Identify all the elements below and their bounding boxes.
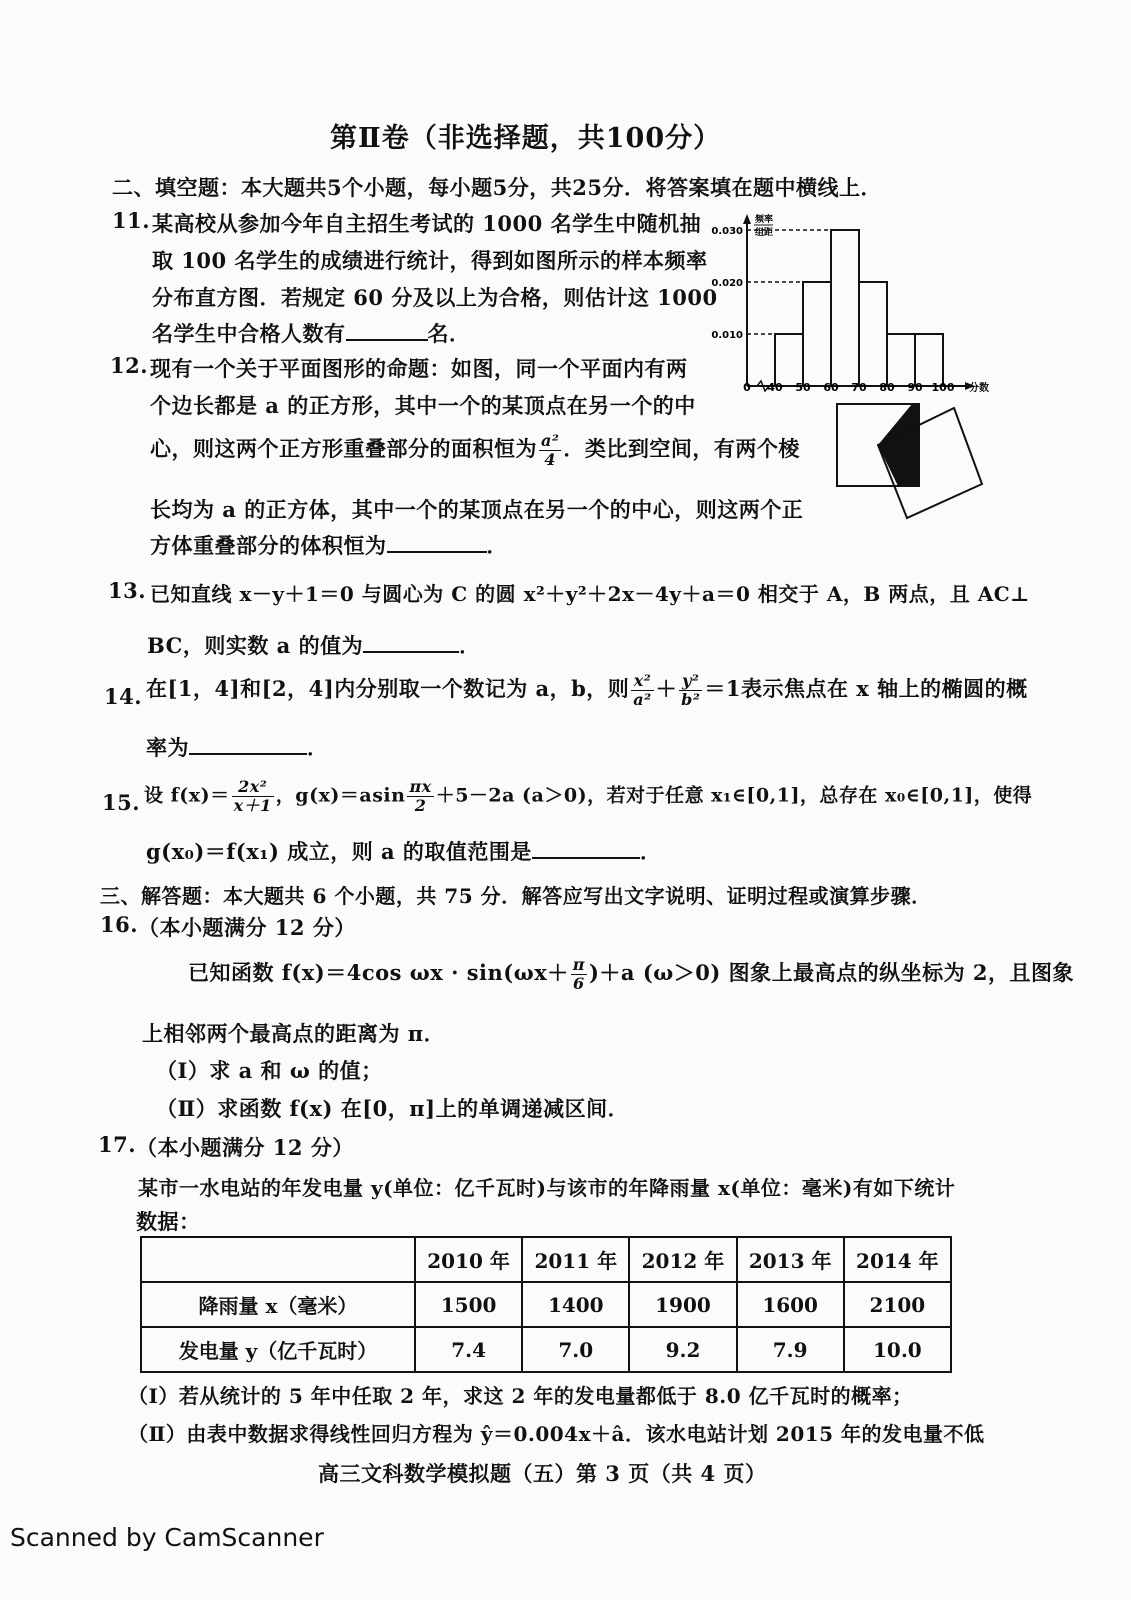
answer-blank[interactable]	[363, 633, 459, 653]
table-header-cell: 2012 年	[629, 1237, 736, 1282]
question-text-part: 设 f(x)＝	[144, 784, 230, 807]
question-text-part: 心，则这两个正方形重叠部分的面积恒为	[150, 436, 537, 461]
numerator: a²	[541, 431, 560, 450]
question-text	[146, 672, 1028, 709]
question-text: 某市一水电站的年发电量 y(单位：亿千瓦时)与该市的年降雨量 x(单位：毫米)有如下统计	[138, 1176, 956, 1200]
x-tick-label: 60	[823, 381, 839, 394]
question-text-part: ．类比到空间，有两个棱	[563, 436, 800, 461]
question-text: 上相邻两个最高点的距离为 π．	[142, 1021, 446, 1046]
fraction	[232, 778, 274, 815]
x-tick-label: 80	[879, 381, 895, 394]
frequency-histogram	[705, 208, 995, 398]
answer-blank[interactable]	[189, 735, 307, 755]
question-text-part: 率为	[146, 735, 189, 760]
denominator: 6	[573, 974, 585, 993]
table-cell: 10.0	[844, 1327, 951, 1372]
question-text	[150, 432, 800, 469]
question-text: 现有一个关于平面图形的命题：如图，同一个平面内有两	[150, 356, 688, 381]
histogram-bar	[859, 282, 887, 386]
table-header-cell: 2010 年	[415, 1237, 522, 1282]
question-text	[146, 732, 329, 762]
x-tick-label: 70	[851, 381, 867, 394]
denominator: b²	[681, 690, 701, 709]
x-tick-label: 0	[743, 381, 751, 394]
numerator: x²	[631, 672, 653, 691]
denominator: x＋1	[233, 796, 272, 815]
table-row	[141, 1282, 951, 1327]
plus-sign: ＋	[655, 676, 678, 701]
answer-blank[interactable]	[532, 839, 640, 859]
fraction	[631, 672, 653, 709]
question-text: 已知直线 x－y＋1＝0 与圆心为 C 的圆 x²＋y²＋2x－4y＋a＝0 相交于 A，B 两点，且 AC⊥	[150, 582, 1030, 606]
table-cell: 1900	[629, 1282, 736, 1327]
question-number: 11.	[112, 208, 151, 233]
question-text-part: 方体重叠部分的体积恒为	[150, 533, 387, 558]
numerator: 2x²	[232, 778, 274, 797]
question-text-part: ．	[486, 533, 508, 558]
table-row	[141, 1327, 951, 1372]
sub-question: （Ⅱ）求函数 f(x) 在[0，π]上的单调递减区间．	[156, 1096, 630, 1121]
y-axis-label-top: 频率	[755, 215, 774, 225]
question-text: 分布直方图．若规定 60 分及以上为合格，则估计这 1000	[152, 285, 718, 310]
denominator: 2	[414, 796, 427, 815]
question-number: 13.	[108, 578, 147, 603]
denominator: a²	[633, 690, 652, 709]
question-text	[146, 836, 661, 866]
answer-blank[interactable]	[387, 533, 487, 553]
y-axis-label-bottom: 组距	[755, 228, 774, 238]
question-number: 17.	[98, 1132, 137, 1157]
page-footer: 高三文科数学模拟题（五）第 3 页（共 4 页）	[318, 1461, 767, 1486]
table-header-row	[141, 1237, 951, 1282]
question-text-part: ，g(x)＝asin	[275, 784, 406, 807]
numerator: y²	[679, 672, 702, 691]
question-text-part: 已知函数 f(x)＝4cos ωx · sin(ωx＋	[188, 960, 569, 985]
denominator: 4	[544, 450, 556, 469]
table-cell: 发电量 y（亿千瓦时）	[141, 1327, 415, 1372]
fraction	[571, 956, 587, 993]
table-header-cell: 2011 年	[522, 1237, 629, 1282]
x-tick-label: 100	[931, 381, 955, 394]
x-axis-unit-label: 分数	[969, 383, 989, 394]
question-text-part: 在[1，4]和[2，4]内分别取一个数记为 a，b，则	[146, 676, 630, 701]
table-header-cell: 2014 年	[844, 1237, 951, 1282]
question-number: 12.	[110, 353, 149, 378]
table-cell: 7.0	[522, 1327, 629, 1372]
table-cell: 7.9	[737, 1327, 844, 1372]
question-text-part: 名学生中合格人数有	[152, 321, 346, 346]
x-tick-label: 40	[767, 381, 783, 394]
question-text: 数据：	[136, 1209, 201, 1234]
question-number: 16.	[100, 912, 139, 937]
question-text-part: BC，则实数 a 的值为	[147, 633, 364, 658]
question-text-part: )＋a (ω＞0) 图象上最高点的纵坐标为 2，且图象	[588, 960, 1075, 985]
question-text	[144, 778, 1032, 815]
question-number: 14.	[104, 684, 143, 709]
histogram-bar	[775, 334, 803, 386]
y-tick-label: 0.030	[711, 226, 743, 237]
overlap-region	[878, 404, 919, 486]
overlapping-squares-diagram	[832, 398, 992, 528]
question-text	[147, 630, 481, 660]
question-text-part: ＋5－2a (a＞0)，若对于任意 x₁∈[0,1]，总存在 x₀∈[0,1]，使得	[435, 784, 1033, 807]
table-cell: 1400	[522, 1282, 629, 1327]
y-tick-label: 0.020	[711, 278, 743, 289]
sub-question: （Ⅰ）求 a 和 ω 的值；	[156, 1058, 383, 1083]
fraction	[407, 778, 433, 815]
table-header-cell: 2013 年	[737, 1237, 844, 1282]
section2-heading: 二、填空题：本大题共5个小题，每小题5分，共25分．将答案填在题中横线上．	[112, 175, 882, 200]
question-text: 取 100 名学生的成绩进行统计，得到如图所示的样本频率	[152, 248, 708, 273]
numerator: πx	[409, 777, 432, 796]
statistics-table	[140, 1236, 952, 1373]
table-cell: 7.4	[415, 1327, 522, 1372]
question-text: 长均为 a 的正方体，其中一个的某顶点在另一个的中心，则这两个正	[150, 497, 804, 522]
question-score: （本小题满分 12 分）	[136, 1135, 354, 1160]
histogram-bar	[831, 230, 859, 386]
sub-question: （Ⅰ）若从统计的 5 年中任取 2 年，求这 2 年的发电量都低于 8.0 亿千瓦时的概率；	[128, 1384, 913, 1408]
question-text-part: ．	[307, 735, 329, 760]
table-cell: 1600	[737, 1282, 844, 1327]
table-cell: 2100	[844, 1282, 951, 1327]
histogram-bar	[915, 334, 943, 386]
question-text	[152, 318, 471, 348]
numerator: π	[572, 955, 585, 974]
question-text	[150, 530, 508, 560]
x-tick-label: 50	[795, 381, 811, 394]
table-cell: 1500	[415, 1282, 522, 1327]
question-text: 某高校从参加今年自主招生考试的 1000 名学生中随机抽	[152, 211, 702, 236]
section3-heading: 三、解答题：本大题共 6 个小题，共 75 分．解答应写出文字说明、证明过程或演算步骤．	[100, 884, 932, 908]
question-text-part: g(x₀)＝f(x₁) 成立，则 a 的取值范围是	[146, 839, 532, 864]
x-tick-label: 90	[907, 381, 923, 394]
question-number: 15.	[102, 790, 141, 815]
question-text-part: 名．	[427, 321, 471, 346]
fraction	[539, 432, 561, 469]
question-text: 个边长都是 a 的正方形，其中一个的某顶点在另一个的中	[150, 393, 696, 418]
question-text	[188, 956, 1074, 993]
question-text-part: ＝1表示焦点在 x 轴上的椭圆的概	[704, 676, 1028, 701]
histogram-bar	[887, 334, 915, 386]
question-score: （本小题满分 12 分）	[138, 915, 356, 940]
table-cell: 9.2	[629, 1327, 736, 1372]
table-cell: 降雨量 x（毫米）	[141, 1282, 415, 1327]
page-title: 第Ⅱ卷（非选择题，共100分）	[330, 123, 722, 154]
fraction	[679, 672, 702, 709]
scanner-watermark: Scanned by CamScanner	[10, 1523, 324, 1552]
histogram-bar	[803, 282, 831, 386]
sub-question: （Ⅱ）由表中数据求得线性回归方程为 ŷ＝0.004x＋â．该水电站计划 2015 年的发电量不低	[128, 1422, 985, 1446]
question-text-part: ．	[459, 633, 481, 658]
y-tick-label: 0.010	[711, 330, 743, 341]
question-text-part: ．	[639, 839, 662, 864]
y-axis-arrow	[743, 214, 751, 224]
table-header-cell	[141, 1237, 415, 1282]
answer-blank[interactable]	[346, 321, 428, 341]
